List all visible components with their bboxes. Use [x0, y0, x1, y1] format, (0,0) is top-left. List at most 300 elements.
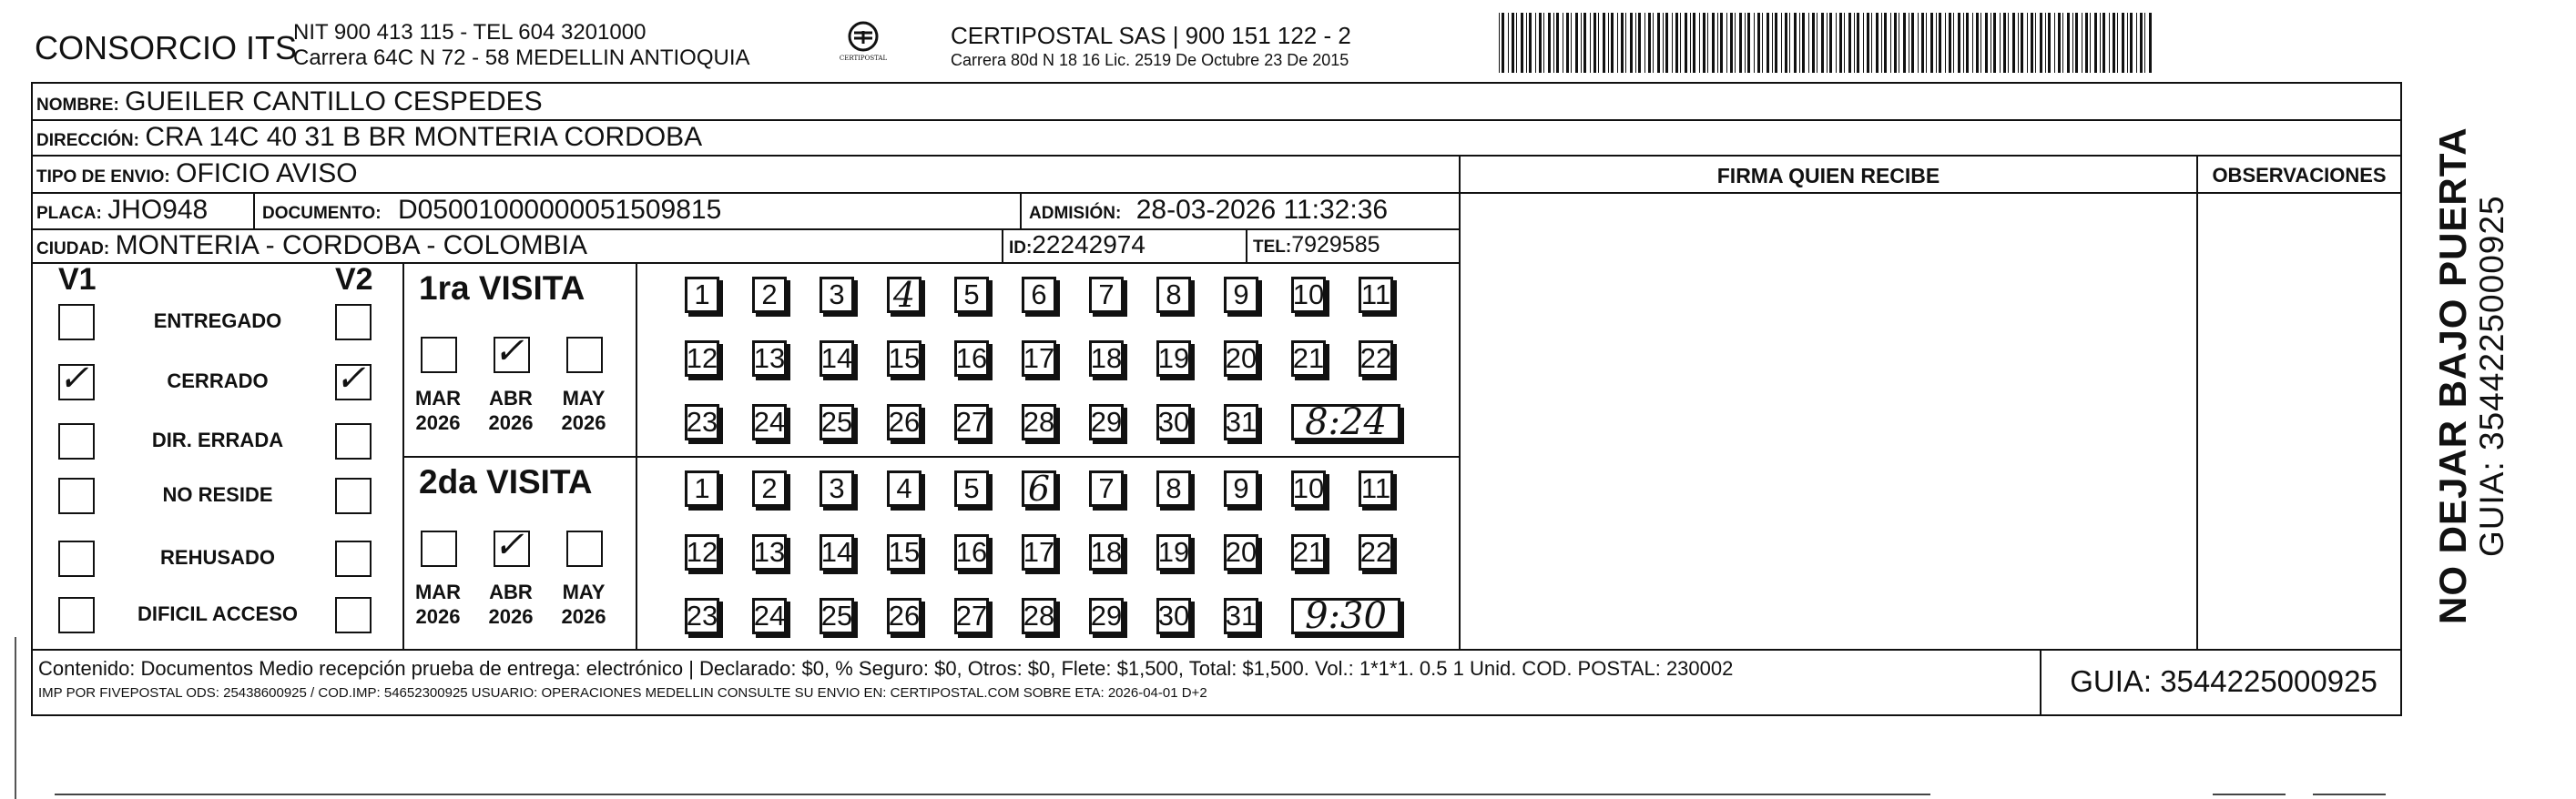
day-box[interactable]: [954, 470, 989, 507]
day-box[interactable]: [1089, 598, 1124, 634]
check-mark-icon: ✓: [335, 358, 366, 400]
barcode-bar: [1685, 13, 1687, 73]
day-box[interactable]: [752, 404, 787, 440]
barcode-bar: [1516, 13, 1517, 73]
v1-checkbox[interactable]: [58, 541, 95, 577]
barcode-bar: [1502, 13, 1504, 73]
day-number: 28: [1023, 406, 1055, 438]
barcode-bar: [1775, 13, 1777, 73]
visit-time: 8:24: [1305, 401, 1387, 443]
day-number: 1: [694, 278, 710, 310]
barcode-bar: [1625, 13, 1626, 73]
v1-checkbox[interactable]: [58, 358, 95, 400]
barcode-bar: [1644, 13, 1645, 73]
barcode-bar: [1836, 13, 1837, 73]
day-number: 8: [1166, 472, 1182, 504]
barcode-bar: [2113, 13, 2115, 73]
day-box[interactable]: [887, 598, 921, 634]
tipo-value: OFICIO AVISO: [176, 158, 358, 188]
day-number: 18: [1090, 342, 1123, 374]
day-number: 12: [686, 342, 718, 374]
barcode-bar: [1844, 13, 1845, 73]
placa-label: PLACA:: [36, 204, 102, 223]
barcode-bar: [2122, 13, 2124, 73]
barcode-bar: [2003, 13, 2006, 73]
barcode-bar: [1739, 13, 1742, 73]
month-name: MAY: [562, 387, 606, 410]
barcode-bar: [2012, 13, 2015, 73]
check-mark-icon: ✓: [494, 330, 524, 372]
day-box[interactable]: [954, 404, 989, 440]
day-box[interactable]: [954, 534, 989, 571]
check-mark-icon: ✓: [58, 358, 89, 400]
month-checkbox[interactable]: [494, 330, 530, 373]
tel-value: 7929585: [1291, 232, 1380, 258]
day-box[interactable]: [1156, 404, 1191, 440]
barcode-bar: [1608, 13, 1609, 73]
barcode-bar: [1827, 13, 1828, 73]
v2-checkbox[interactable]: [335, 304, 372, 340]
day-number: 6: [1031, 278, 1047, 310]
day-number: 4: [892, 275, 916, 315]
barcode-bar: [1499, 13, 1500, 73]
barcode-bar: [1638, 13, 1641, 73]
day-box[interactable]: [685, 470, 719, 507]
month-year: 2026: [561, 605, 606, 628]
status-reason-label: NO RESIDE: [162, 483, 273, 506]
barcode-bar: [2048, 13, 2051, 73]
barcode-bar: [2000, 13, 2001, 73]
barcode-bar: [1953, 13, 1954, 73]
day-box[interactable]: [685, 534, 719, 571]
visit-time: 9:30: [1305, 595, 1387, 637]
day-box[interactable]: [1291, 277, 1326, 313]
barcode-bar: [1575, 13, 1578, 73]
day-box[interactable]: [954, 277, 989, 313]
barcode-bar: [1958, 13, 1960, 73]
barcode-bar: [1512, 13, 1514, 73]
barcode-bar: [2031, 13, 2033, 73]
barcode-bar: [1821, 13, 1824, 73]
day-box[interactable]: [820, 340, 854, 377]
tipo-row: [36, 158, 358, 189]
day-box[interactable]: [1156, 277, 1191, 313]
day-number: 15: [888, 536, 921, 568]
day-number: 3: [829, 472, 845, 504]
barcode-bar: [1635, 13, 1636, 73]
imp-text: IMP POR FIVEPOSTAL ODS: 25438600925 / COD.IMP: 54652300925 USUARIO: OPERACIONES MEDELLIN CONSULTE SU ENVIO EN: CERTIPOSTAL.COM SOBRE ETA: 2026-04-01 D+2: [38, 685, 1207, 701]
day-box[interactable]: [685, 340, 719, 377]
barcode-bar: [1553, 13, 1554, 73]
barcode-bar: [1657, 13, 1660, 73]
day-box[interactable]: [887, 277, 921, 313]
v2-checkbox[interactable]: [335, 478, 372, 514]
id-row: [1009, 230, 1145, 259]
barcode-bar: [2103, 13, 2105, 73]
day-box[interactable]: [887, 404, 921, 440]
barcode-bar: [1972, 13, 1973, 73]
barcode-bar: [1603, 13, 1605, 73]
barcode-bar: [1745, 13, 1746, 73]
month-checkbox[interactable]: [494, 524, 530, 567]
barcode-bar: [1548, 13, 1551, 73]
day-number: 29: [1090, 406, 1123, 438]
courier-name: CERTIPOSTAL SAS | 900 151 122 - 2: [951, 22, 1351, 49]
scan-edge-line: [55, 794, 1930, 795]
month-year: 2026: [488, 411, 534, 434]
barcode-bar: [1980, 13, 1981, 73]
status-reason-label: ENTREGADO: [153, 309, 282, 332]
company-name: CONSORCIO ITS: [35, 29, 298, 66]
day-number: 18: [1090, 536, 1123, 568]
day-number: 25: [820, 406, 853, 438]
day-number: 22: [1359, 536, 1392, 568]
month-name: ABR: [489, 387, 533, 410]
v2-checkbox[interactable]: [335, 423, 372, 460]
month-year: 2026: [415, 605, 461, 628]
day-box[interactable]: [1359, 277, 1393, 313]
v1-checkbox[interactable]: [58, 597, 95, 633]
barcode-bar: [1508, 13, 1509, 73]
barcode-bar: [1583, 13, 1586, 73]
month-label: [406, 386, 470, 435]
month-checkbox[interactable]: [566, 531, 603, 567]
day-number: 27: [955, 406, 988, 438]
certipostal-logo-icon: [836, 20, 891, 67]
barcode: [1499, 13, 2154, 73]
day-box[interactable]: [1224, 404, 1258, 440]
day-box[interactable]: [1156, 534, 1191, 571]
barcode-bar: [1690, 13, 1691, 73]
barcode-bar: [2045, 13, 2046, 73]
barcode-bar: [1993, 13, 1996, 73]
barcode-bar: [1881, 13, 1882, 73]
day-number: 22: [1359, 342, 1392, 374]
barcode-bar: [1884, 13, 1887, 73]
day-box[interactable]: [685, 598, 719, 634]
month-checkbox[interactable]: [421, 531, 457, 567]
day-box[interactable]: [820, 404, 854, 440]
barcode-bar: [1854, 13, 1855, 73]
day-number: 11: [1360, 278, 1391, 310]
day-box[interactable]: [1089, 340, 1124, 377]
day-box[interactable]: [887, 470, 921, 507]
barcode-bar: [1757, 13, 1760, 73]
company-address: Carrera 64C N 72 - 58 MEDELLIN ANTIOQUIA: [293, 46, 750, 70]
month-name: ABR: [489, 581, 533, 603]
v2-checkbox[interactable]: [335, 597, 372, 633]
barcode-bar: [2035, 13, 2036, 73]
day-number: 5: [963, 278, 980, 310]
day-box[interactable]: [1291, 340, 1326, 377]
barcode-bar: [1762, 13, 1763, 73]
barcode-bar: [1863, 13, 1864, 73]
barcode-bar: [1735, 13, 1736, 73]
day-number: 26: [888, 406, 921, 438]
barcode-bar: [2090, 13, 2091, 73]
day-number: 13: [753, 342, 786, 374]
day-box[interactable]: [1359, 534, 1393, 571]
day-number: 7: [1098, 278, 1115, 310]
barcode-bar: [2127, 13, 2128, 73]
day-box[interactable]: [752, 534, 787, 571]
month-checkbox[interactable]: [566, 337, 603, 373]
barcode-bar: [1839, 13, 1842, 73]
day-box[interactable]: [954, 340, 989, 377]
day-number: 2: [761, 278, 778, 310]
day-number: 25: [820, 600, 853, 632]
day-box[interactable]: [1224, 470, 1258, 507]
day-box[interactable]: [820, 470, 854, 507]
observaciones-header: OBSERVACIONES: [2212, 164, 2387, 187]
barcode-bar: [1581, 13, 1582, 73]
day-number: 30: [1157, 406, 1190, 438]
barcode-bar: [1949, 13, 1951, 73]
day-number: 9: [1233, 278, 1249, 310]
day-box[interactable]: [820, 277, 854, 313]
barcode-bar: [2130, 13, 2133, 73]
v1-checkbox[interactable]: [58, 423, 95, 460]
day-box[interactable]: [1224, 598, 1258, 634]
day-number: 13: [753, 536, 786, 568]
barcode-bar: [2054, 13, 2055, 73]
day-box[interactable]: [1089, 534, 1124, 571]
day-number: 14: [820, 342, 853, 374]
day-number: 24: [753, 406, 786, 438]
day-number: 10: [1292, 278, 1325, 310]
barcode-bar: [1781, 13, 1782, 73]
side-title: NO DEJAR BAJO PUERTA: [2431, 126, 2474, 624]
day-box[interactable]: [1291, 534, 1326, 571]
barcode-bar: [1926, 13, 1927, 73]
barcode-bar: [1894, 13, 1897, 73]
v1-checkbox[interactable]: [58, 304, 95, 340]
barcode-bar: [1903, 13, 1906, 73]
day-number: 6: [1027, 469, 1051, 509]
check-mark-icon: ✓: [494, 524, 524, 566]
day-number: 16: [955, 536, 988, 568]
barcode-bar: [1747, 13, 1750, 73]
day-number: 21: [1292, 536, 1325, 568]
barcode-bar: [1521, 13, 1523, 73]
barcode-bar: [1867, 13, 1869, 73]
barcode-bar: [1799, 13, 1800, 73]
day-box[interactable]: [954, 598, 989, 634]
day-box[interactable]: [1224, 277, 1258, 313]
day-box[interactable]: [820, 598, 854, 634]
month-year: 2026: [561, 411, 606, 434]
barcode-bar: [2140, 13, 2143, 73]
day-number: 2: [761, 472, 778, 504]
v2-checkbox[interactable]: [335, 541, 372, 577]
day-number: 20: [1225, 342, 1257, 374]
day-box[interactable]: [1089, 470, 1124, 507]
barcode-bar: [1590, 13, 1591, 73]
day-box[interactable]: [887, 340, 921, 377]
month-label: [479, 386, 543, 435]
day-box[interactable]: [752, 598, 787, 634]
day-number: 1: [694, 472, 710, 504]
day-number: 15: [888, 342, 921, 374]
day-number: 23: [686, 600, 718, 632]
barcode-bar: [1699, 13, 1700, 73]
nombre-value: GUEILER CANTILLO CESPEDES: [125, 86, 543, 116]
barcode-bar: [1630, 13, 1633, 73]
day-number: 3: [829, 278, 845, 310]
barcode-bar: [1794, 13, 1797, 73]
barcode-bar: [2085, 13, 2088, 73]
barcode-bar: [2149, 13, 2152, 73]
barcode-bar: [2100, 13, 2101, 73]
firma-header: FIRMA QUIEN RECIBE: [1716, 164, 1940, 187]
day-number: 23: [686, 406, 718, 438]
barcode-bar: [2144, 13, 2145, 73]
barcode-bar: [1539, 13, 1542, 73]
day-box[interactable]: [1022, 534, 1056, 571]
tipo-label: TIPO DE ENVIO:: [36, 167, 170, 187]
barcode-bar: [1785, 13, 1787, 73]
day-number: 29: [1090, 600, 1123, 632]
day-number: 17: [1023, 536, 1055, 568]
ciudad-row: [36, 230, 587, 261]
day-box[interactable]: [1022, 598, 1056, 634]
day-box[interactable]: [1359, 340, 1393, 377]
barcode-bar: [1857, 13, 1859, 73]
day-number: 30: [1157, 600, 1190, 632]
day-number: 8: [1166, 278, 1182, 310]
barcode-bar: [1648, 13, 1651, 73]
barcode-bar: [1566, 13, 1569, 73]
barcode-bar: [1767, 13, 1769, 73]
month-label: [552, 580, 616, 629]
month-name: MAY: [562, 581, 606, 603]
barcode-bar: [1930, 13, 1933, 73]
barcode-bar: [1693, 13, 1695, 73]
barcode-bar: [1918, 13, 1919, 73]
direccion-value: CRA 14C 40 31 B BR MONTERIA CORDOBA: [145, 122, 703, 152]
barcode-bar: [1712, 13, 1715, 73]
day-box[interactable]: [1022, 404, 1056, 440]
month-year: 2026: [415, 411, 461, 434]
day-box[interactable]: [1022, 470, 1056, 507]
direccion-row: [36, 122, 702, 153]
month-name: MAR: [414, 387, 462, 410]
day-number: 7: [1098, 472, 1115, 504]
day-number: 9: [1233, 472, 1249, 504]
day-box[interactable]: [1089, 277, 1124, 313]
v2-header: V2: [335, 262, 373, 297]
day-number: 24: [753, 600, 786, 632]
day-box[interactable]: [752, 277, 787, 313]
day-number: 17: [1023, 342, 1055, 374]
direccion-label: DIRECCIÓN:: [36, 131, 139, 150]
barcode-bar: [1876, 13, 1879, 73]
barcode-bar: [1939, 13, 1941, 73]
day-box[interactable]: [1156, 470, 1191, 507]
barcode-bar: [1593, 13, 1596, 73]
barcode-bar: [1665, 13, 1668, 73]
barcode-bar: [1985, 13, 1988, 73]
day-box[interactable]: [1089, 404, 1124, 440]
day-box[interactable]: [1359, 470, 1393, 507]
contenido-text: Contenido: Documentos Medio recepción prueba de entrega: electrónico | Declarado: $0, % Seguro: $0, Otros: $0, Flete: $1,500, Total: $1,500. Vol.: 1*1*1. 0.5 1 Unid. COD. POSTAL: 230002: [38, 657, 1734, 680]
courier-address: Carrera 80d N 18 16 Lic. 2519 De Octubre 23 De 2015: [951, 51, 1349, 69]
day-number: 31: [1225, 406, 1257, 438]
barcode-bar: [1621, 13, 1624, 73]
status-reason-label: CERRADO: [167, 369, 269, 392]
barcode-bar: [1754, 13, 1755, 73]
barcode-bar: [1556, 13, 1559, 73]
status-reason-label: DIFICIL ACCESO: [137, 602, 298, 625]
barcode-bar: [1571, 13, 1572, 73]
day-box[interactable]: [1224, 534, 1258, 571]
day-number: 11: [1360, 472, 1391, 504]
day-box[interactable]: [1156, 598, 1191, 634]
barcode-bar: [1936, 13, 1937, 73]
month-checkbox[interactable]: [421, 337, 457, 373]
v2-checkbox[interactable]: [335, 358, 372, 400]
barcode-bar: [1663, 13, 1664, 73]
barcode-bar: [1911, 13, 1914, 73]
placa-row: [36, 195, 208, 226]
barcode-bar: [2109, 13, 2110, 73]
tel-label: TEL:: [1253, 238, 1292, 257]
day-box[interactable]: [1224, 340, 1258, 377]
day-box[interactable]: [685, 404, 719, 440]
day-box[interactable]: [1022, 340, 1056, 377]
scan-edge-line: [15, 637, 16, 799]
day-number: 27: [955, 600, 988, 632]
barcode-bar: [2040, 13, 2042, 73]
time-box[interactable]: [1291, 401, 1400, 443]
barcode-bar: [1703, 13, 1705, 73]
admision-value: 28-03-2026 11:32:36: [1135, 195, 1389, 225]
barcode-bar: [2027, 13, 2028, 73]
barcode-bar: [1598, 13, 1599, 73]
day-box[interactable]: [887, 534, 921, 571]
barcode-bar: [2075, 13, 2078, 73]
day-box[interactable]: [685, 277, 719, 313]
status-reason-label: REHUSADO: [160, 546, 275, 569]
time-box[interactable]: [1291, 595, 1400, 637]
documento-row: [262, 195, 721, 226]
day-box[interactable]: [820, 534, 854, 571]
day-number: 5: [963, 472, 980, 504]
barcode-bar: [1789, 13, 1790, 73]
documento-value: D05001000000051509815: [397, 195, 722, 225]
day-box[interactable]: [752, 470, 787, 507]
admision-row: [1029, 195, 1388, 226]
day-box[interactable]: [1156, 340, 1191, 377]
day-box[interactable]: [1022, 277, 1056, 313]
day-box[interactable]: [752, 340, 787, 377]
v1-checkbox[interactable]: [58, 478, 95, 514]
barcode-bar: [2094, 13, 2097, 73]
barcode-bar: [1717, 13, 1718, 73]
day-number: 26: [888, 600, 921, 632]
barcode-bar: [1808, 13, 1809, 73]
day-box[interactable]: [1291, 470, 1326, 507]
visit-title: 1ra VISITA: [419, 269, 585, 307]
barcode-bar: [1707, 13, 1708, 73]
v1-header: V1: [58, 262, 97, 297]
barcode-bar: [1829, 13, 1832, 73]
scan-edge-line: [2213, 794, 2286, 795]
barcode-bar: [1543, 13, 1544, 73]
day-number: 21: [1292, 342, 1325, 374]
day-number: 28: [1023, 600, 1055, 632]
barcode-bar: [1921, 13, 1924, 73]
